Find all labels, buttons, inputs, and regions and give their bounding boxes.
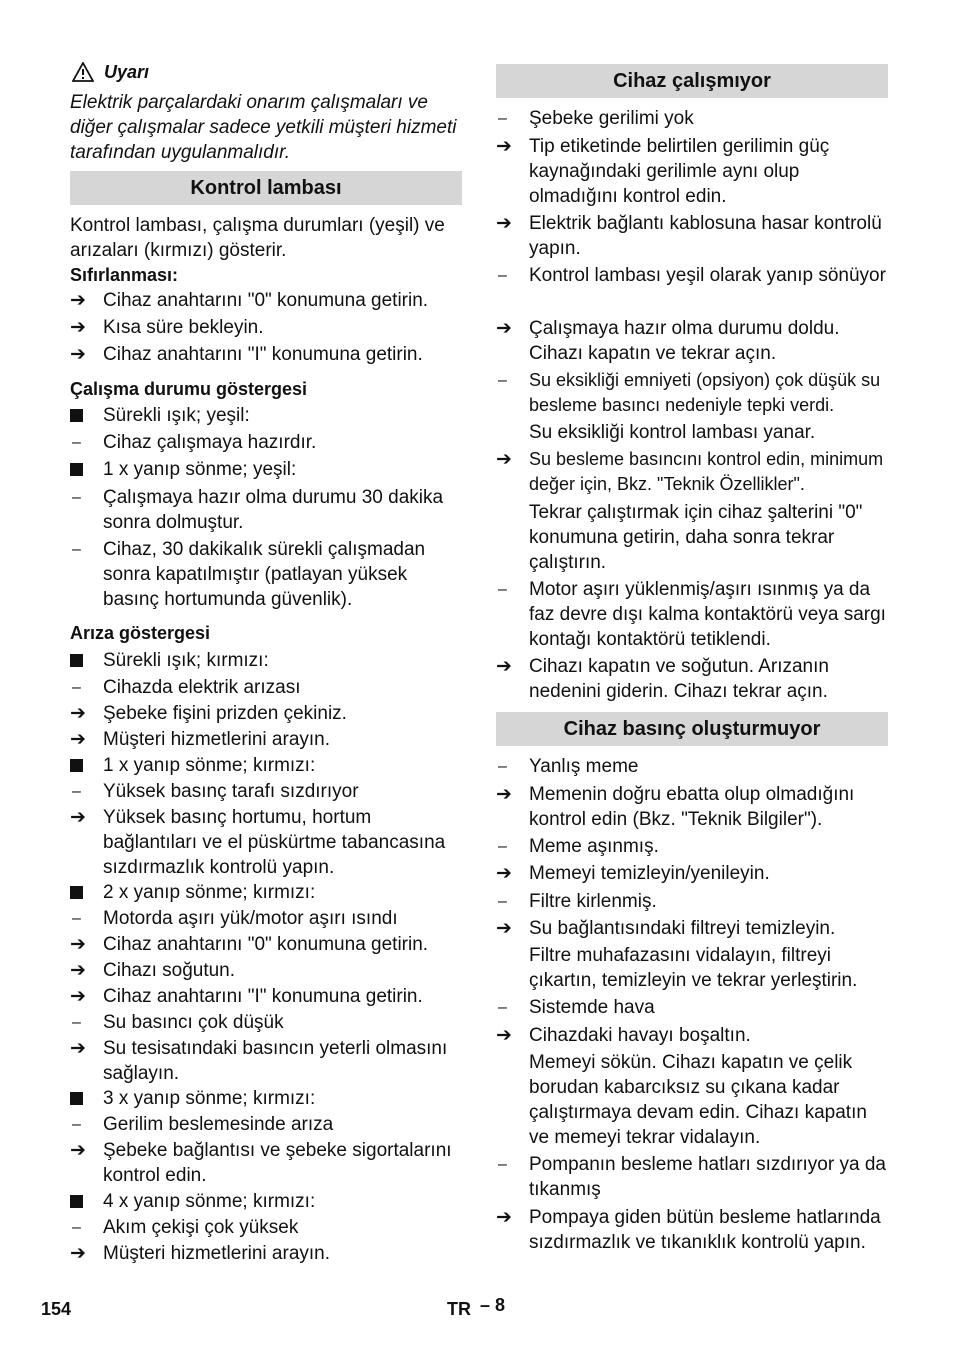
arrow-icon: ➔: [70, 1038, 86, 1059]
arrow-icon: ➔: [70, 1243, 86, 1264]
list-item: 4 x yanıp sönme; kırmızı:: [70, 1189, 462, 1214]
list-item: – Akım çekişi çok yüksek: [72, 1217, 299, 1238]
list-item: ➔ Su besleme basıncını kontrol edin, minimum değer için, Bkz. "Teknik Özellikler".: [496, 449, 884, 494]
list-item: ➔ Cihazdaki havayı boşaltın.: [496, 1025, 751, 1046]
dash-bullet-icon: –: [498, 581, 507, 598]
list-item: ➔ Su bağlantısındaki filtreyi temizleyin.: [496, 918, 836, 939]
list-item: ➔ Memeyi temizleyin/yenileyin.: [496, 863, 770, 884]
list-item: ➔ Yüksek basınç hortumu, hortum bağlantıları ve el püskürtme tabancasına sızdırmazlık kontrolü yapın.: [70, 807, 446, 878]
list-item: ➔ Su tesisatındaki basıncın yeterli olmasını sağlayın.: [70, 1038, 448, 1084]
arrow-icon: ➔: [496, 213, 512, 234]
list-item: 3 x yanıp sönme; kırmızı:: [70, 1086, 462, 1111]
kontrol-intro: Kontrol lambası, çalışma durumları (yeşil) ve arızaları (kırmızı) gösterir.: [70, 215, 445, 261]
list-item: – Cihaz çalışmaya hazırdır.: [72, 432, 317, 453]
square-bullet-icon: [70, 654, 83, 667]
dash-bullet-icon: –: [72, 1116, 81, 1133]
list-item: – Meme aşınmış.: [498, 836, 659, 857]
dash-bullet-icon: –: [498, 999, 507, 1016]
arrow-icon: ➔: [496, 918, 512, 939]
list-item: – Cihazda elektrik arızası: [72, 677, 301, 698]
dash-bullet-icon: –: [498, 1156, 507, 1173]
list-item: – Sistemde hava: [498, 997, 655, 1018]
list-item: ➔ Pompaya giden bütün besleme hatlarında sızdırmazlık ve tıkanıklık kontrolü yapın.: [496, 1207, 881, 1253]
arrow-icon: ➔: [70, 344, 86, 365]
list-item: 1 x yanıp sönme; kırmızı:: [70, 753, 462, 778]
list-item: – Şebeke gerilimi yok: [498, 108, 694, 129]
list-item: ➔ Cihaz anahtarını "0" konumuna getirin.: [70, 934, 429, 955]
footer-sub-page: – 8: [480, 1295, 506, 1315]
list-item: ➔ Memenin doğru ebatta olup olmadığını kontrol edin (Bkz. "Teknik Bilgiler").: [496, 784, 855, 830]
arrow-icon: ➔: [496, 318, 512, 339]
list-item: – Yanlış meme: [498, 756, 639, 777]
list-item: ➔ Tip etiketinde belirtilen gerilimin güç kaynağındaki gerilimle aynı olup olmadığını kontrol edin.: [496, 136, 830, 207]
list-item: – Su eksikliği emniyeti (opsiyon) çok düşük su besleme basıncı nedeniyle tepki verdi.: [498, 370, 881, 415]
list-item: ➔ Şebeke fişini prizden çekiniz.: [70, 703, 347, 724]
list-item-continuation: Tekrar çalıştırmak için cihaz şalterini "0" konumuna getirin, daha sonra tekrar çalıştırın.: [529, 502, 863, 573]
square-bullet-icon: [70, 886, 83, 899]
arrow-icon: ➔: [496, 784, 512, 805]
arrow-icon: ➔: [70, 934, 86, 955]
list-item-continuation: Memeyi sökün. Cihazı kapatın ve çelik borudan kabarcıksız su çıkana kadar çalıştırmaya devam edin. Cihazı kapatın ve memeyi tekrar vidalayın.: [529, 1052, 867, 1148]
arrow-icon: ➔: [70, 807, 86, 828]
list-item: ➔ Elektrik bağlantı kablosuna hasar kontrolü yapın.: [496, 213, 882, 259]
reset-heading: Sıfırlanması:: [70, 265, 179, 285]
section-heading-calismiyor: Cihaz çalışmıyor: [496, 64, 888, 98]
arrow-icon: ➔: [496, 1207, 512, 1228]
arrow-icon: ➔: [70, 729, 86, 750]
dash-bullet-icon: –: [72, 434, 81, 451]
dash-bullet-icon: –: [498, 372, 507, 389]
dash-bullet-icon: –: [498, 267, 507, 284]
list-item: – Cihaz, 30 dakikalık sürekli çalışmadan sonra kapatılmıştır (patlayan yüksek basınç hortumunda güvenlik).: [72, 539, 426, 610]
list-item: – Motorda aşırı yük/motor aşırı ısındı: [72, 908, 398, 929]
arrow-icon: ➔: [70, 317, 86, 338]
arrow-icon: ➔: [70, 703, 86, 724]
list-item: – Çalışmaya hazır olma durumu 30 dakika sonra dolmuştur.: [72, 487, 444, 533]
square-bullet-icon: [70, 463, 83, 476]
list-item-continuation: Filtre muhafazasını vidalayın, filtreyi çıkartın, temizleyin ve tekrar yerleştirin.: [529, 945, 858, 991]
list-item: ➔ Cihazı kapatın ve soğutun. Arızanın nedenini giderin. Cihazı tekrar açın.: [496, 656, 829, 702]
list-item: ➔ Kısa süre bekleyin.: [70, 317, 264, 338]
arrow-icon: ➔: [496, 863, 512, 884]
arrow-icon: ➔: [70, 960, 86, 981]
page-number: 154: [41, 1299, 72, 1319]
list-item: – Filtre kirlenmiş.: [498, 891, 657, 912]
list-item: – Pompanın besleme hatları sızdırıyor ya da tıkanmış: [498, 1154, 886, 1200]
arrow-icon: ➔: [496, 136, 512, 157]
list-item: 2 x yanıp sönme; kırmızı:: [70, 880, 462, 905]
dash-bullet-icon: –: [498, 110, 507, 127]
dash-bullet-icon: –: [72, 910, 81, 927]
dash-bullet-icon: –: [72, 541, 81, 558]
dash-bullet-icon: –: [498, 893, 507, 910]
list-item: – Su basıncı çok düşük: [72, 1012, 284, 1033]
arrow-icon: ➔: [496, 1025, 512, 1046]
status-heading: Çalışma durumu göstergesi: [70, 379, 308, 399]
footer-lang-code: TR: [447, 1299, 471, 1319]
square-bullet-icon: [70, 409, 83, 422]
arrow-icon: ➔: [496, 449, 512, 470]
square-bullet-icon: [70, 1195, 83, 1208]
list-item: ➔ Cihazı soğutun.: [70, 960, 236, 981]
square-bullet-icon: [70, 759, 83, 772]
fault-heading: Arıza göstergesi: [70, 623, 211, 643]
section-heading-kontrol: Kontrol lambası: [70, 171, 462, 205]
arrow-icon: ➔: [496, 656, 512, 677]
list-item: Sürekli ışık; kırmızı:: [70, 648, 462, 673]
warning-text: Elektrik parçalardaki onarım çalışmaları ve diğer çalışmalar sadece yetkili müşteri hizmeti tarafından uygulanmalıdır.: [70, 92, 457, 163]
list-item: – Motor aşırı yüklenmiş/aşırı ısınmış ya da faz devre dışı kalma kontaktörü veya sargı kontağı kontaktörü tetiklendi.: [498, 579, 886, 650]
footer-language: [447, 1296, 505, 1322]
dash-bullet-icon: –: [498, 838, 507, 855]
list-item: – Gerilim beslemesinde arıza: [72, 1114, 334, 1135]
dash-bullet-icon: –: [72, 489, 81, 506]
list-item: – Kontrol lambası yeşil olarak yanıp sönüyor: [498, 265, 886, 286]
list-item: ➔ Şebeke bağlantısı ve şebeke sigortalarını kontrol edin.: [70, 1140, 452, 1186]
list-item: ➔ Cihaz anahtarını "I" konumuna getirin.: [70, 344, 423, 365]
dash-bullet-icon: –: [72, 1014, 81, 1031]
list-item: ➔ Cihaz anahtarını "0" konumuna getirin.: [70, 290, 429, 311]
list-item: 1 x yanıp sönme; yeşil:: [70, 457, 462, 482]
arrow-icon: ➔: [70, 986, 86, 1007]
dash-bullet-icon: –: [498, 758, 507, 775]
list-item: ➔ Cihaz anahtarını "I" konumuna getirin.: [70, 986, 423, 1007]
list-item: ➔ Çalışmaya hazır olma durumu doldu. Cihazı kapatın ve tekrar açın.: [496, 318, 840, 364]
list-item: ➔ Müşteri hizmetlerini arayın.: [70, 729, 331, 750]
warning-triangle-icon: [72, 62, 94, 82]
dash-bullet-icon: –: [72, 1219, 81, 1236]
dash-bullet-icon: –: [72, 783, 81, 800]
section-heading-basinc: Cihaz basınç oluşturmuyor: [496, 712, 888, 746]
dash-bullet-icon: –: [72, 679, 81, 696]
list-item-continuation: Su eksikliği kontrol lambası yanar.: [529, 422, 816, 443]
list-item: – Yüksek basınç tarafı sızdırıyor: [72, 781, 359, 802]
arrow-icon: ➔: [70, 290, 86, 311]
list-item: ➔ Müşteri hizmetlerini arayın.: [70, 1243, 331, 1264]
list-item: Sürekli ışık; yeşil:: [70, 403, 462, 428]
warning-label: Uyarı: [104, 62, 150, 82]
arrow-icon: ➔: [70, 1140, 86, 1161]
square-bullet-icon: [70, 1092, 83, 1105]
